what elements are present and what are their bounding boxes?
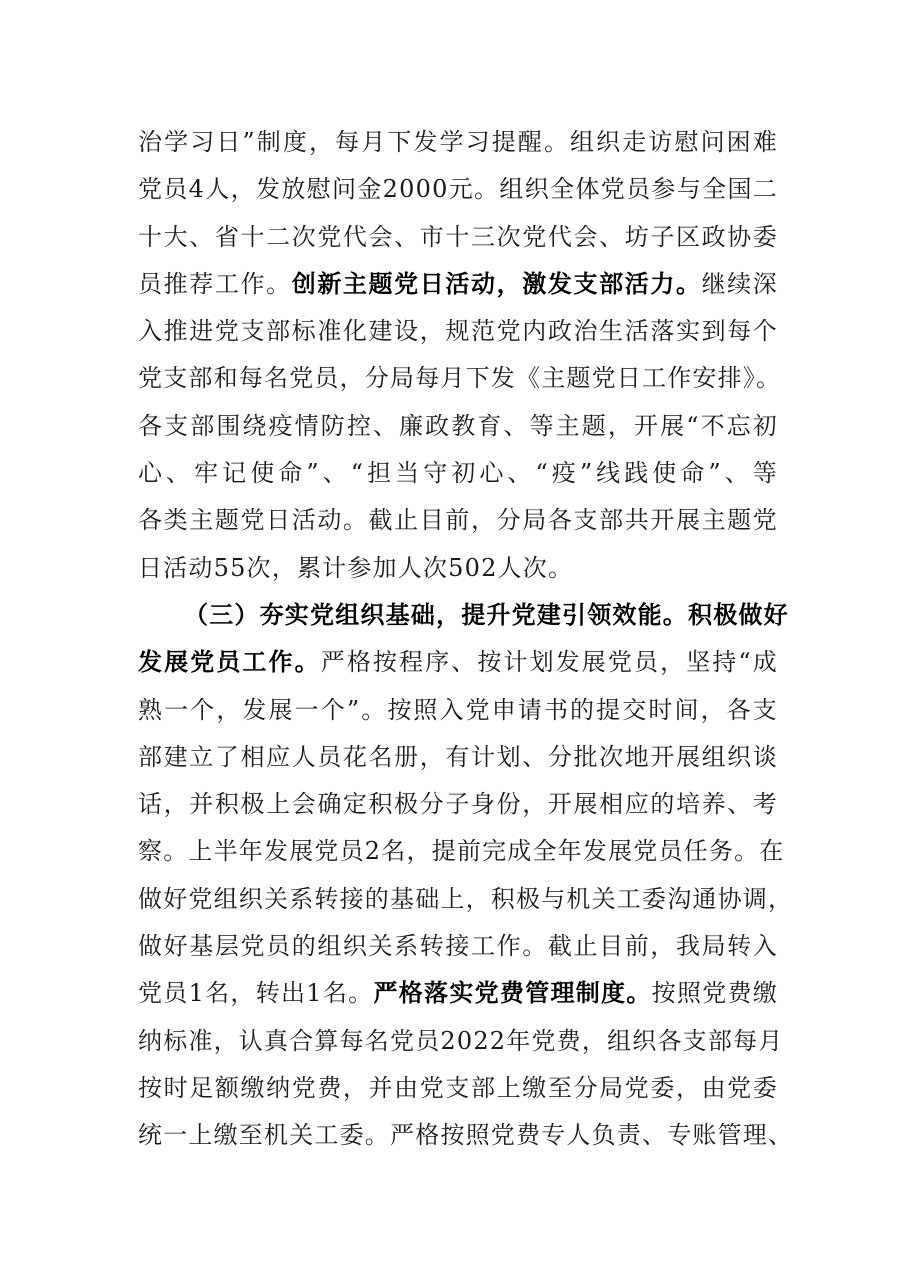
text-line — [138, 639, 778, 686]
text-line — [138, 876, 794, 923]
line-text: 统一上缴至机关工委。严格按照党费专人负责、专账管理、 — [138, 1121, 794, 1150]
text-line — [138, 923, 778, 970]
text-line — [138, 308, 778, 355]
line-text: 察。上半年发展党员2名，提前完成全年发展党员任务。在 — [138, 837, 785, 866]
line-text: 日活动55次，累计参加人次502人次。 — [138, 553, 574, 582]
text-line — [138, 545, 778, 592]
line-text: 十大、省十二次党代会、市十三次党代会、坊子区政协委 — [138, 222, 778, 251]
line-text: 按时足额缴纳党费，并由党支部上缴至分局党委，由党委 — [138, 1073, 778, 1102]
line-text: 员推荐工作。 — [138, 269, 292, 298]
line-text: 继续深 — [701, 269, 778, 298]
line-text: 各支部围绕疫情防控、廉政教育、等主题，开展“不忘初 — [138, 411, 778, 440]
line-text: 党员1名，转出1名。 — [138, 979, 374, 1008]
bold-heading: 发展党员工作。 — [138, 648, 321, 677]
text-line — [138, 497, 778, 544]
text-line — [138, 450, 778, 497]
body-text — [138, 119, 794, 1160]
text-line — [138, 970, 778, 1017]
bold-heading: 创新主题党日活动，激发支部活力。 — [291, 269, 702, 298]
line-text: 心、牢记使命”、“担当守初心、“疫”线践使命”、等 — [138, 459, 778, 488]
text-line — [138, 1112, 794, 1159]
text-line — [138, 214, 778, 261]
text-line — [138, 781, 778, 828]
line-text: 部建立了相应人员花名册，有计划、分批次地开展组织谈 — [138, 742, 778, 771]
line-text: 做好基层党员的组织关系转接工作。截止目前，我局转入 — [138, 932, 778, 961]
line-text: 入推进党支部标准化建设，规范党内政治生活落实到每个 — [138, 317, 778, 346]
section-heading: （三）夯实党组织基础，提升党建引领效能。积极做好 — [184, 600, 789, 629]
line-text: 各类主题党日活动。截止目前，分局各支部共开展主题党 — [138, 506, 778, 535]
text-line — [138, 828, 785, 875]
text-line — [138, 1065, 778, 1112]
line-text: 严格按程序、按计划发展党员，坚持“成 — [320, 648, 778, 677]
bold-heading: 严格落实党费管理制度。 — [373, 979, 652, 1008]
text-line — [138, 166, 778, 213]
text-line — [138, 119, 778, 166]
text-line — [138, 734, 778, 781]
text-line — [138, 355, 782, 402]
line-text: 按照党费缴 — [651, 979, 779, 1008]
line-text: 党支部和每名党员，分局每月下发《主题党日工作安排》。 — [138, 364, 782, 393]
line-text: 党员4人，发放慰问金2000元。组织全体党员参与全国二 — [138, 175, 778, 204]
text-line — [138, 261, 778, 308]
line-text: 纳标准，认真合算每名党员2022年党费，组织各支部每月 — [138, 1026, 784, 1055]
line-text: 做好党组织关系转接的基础上，积极与机关工委沟通协调， — [138, 884, 794, 913]
line-text: 话，并积极上会确定积极分子身份，开展相应的培养、考 — [138, 790, 778, 819]
section-heading-line — [138, 592, 789, 639]
line-text: 治学习日”制度，每月下发学习提醒。组织走访慰问困难 — [138, 128, 778, 156]
line-text: 熟一个，发展一个”。按照入党申请书的提交时间，各支 — [138, 695, 778, 724]
text-line — [138, 403, 778, 450]
text-line — [138, 1018, 784, 1065]
text-line — [138, 687, 778, 734]
